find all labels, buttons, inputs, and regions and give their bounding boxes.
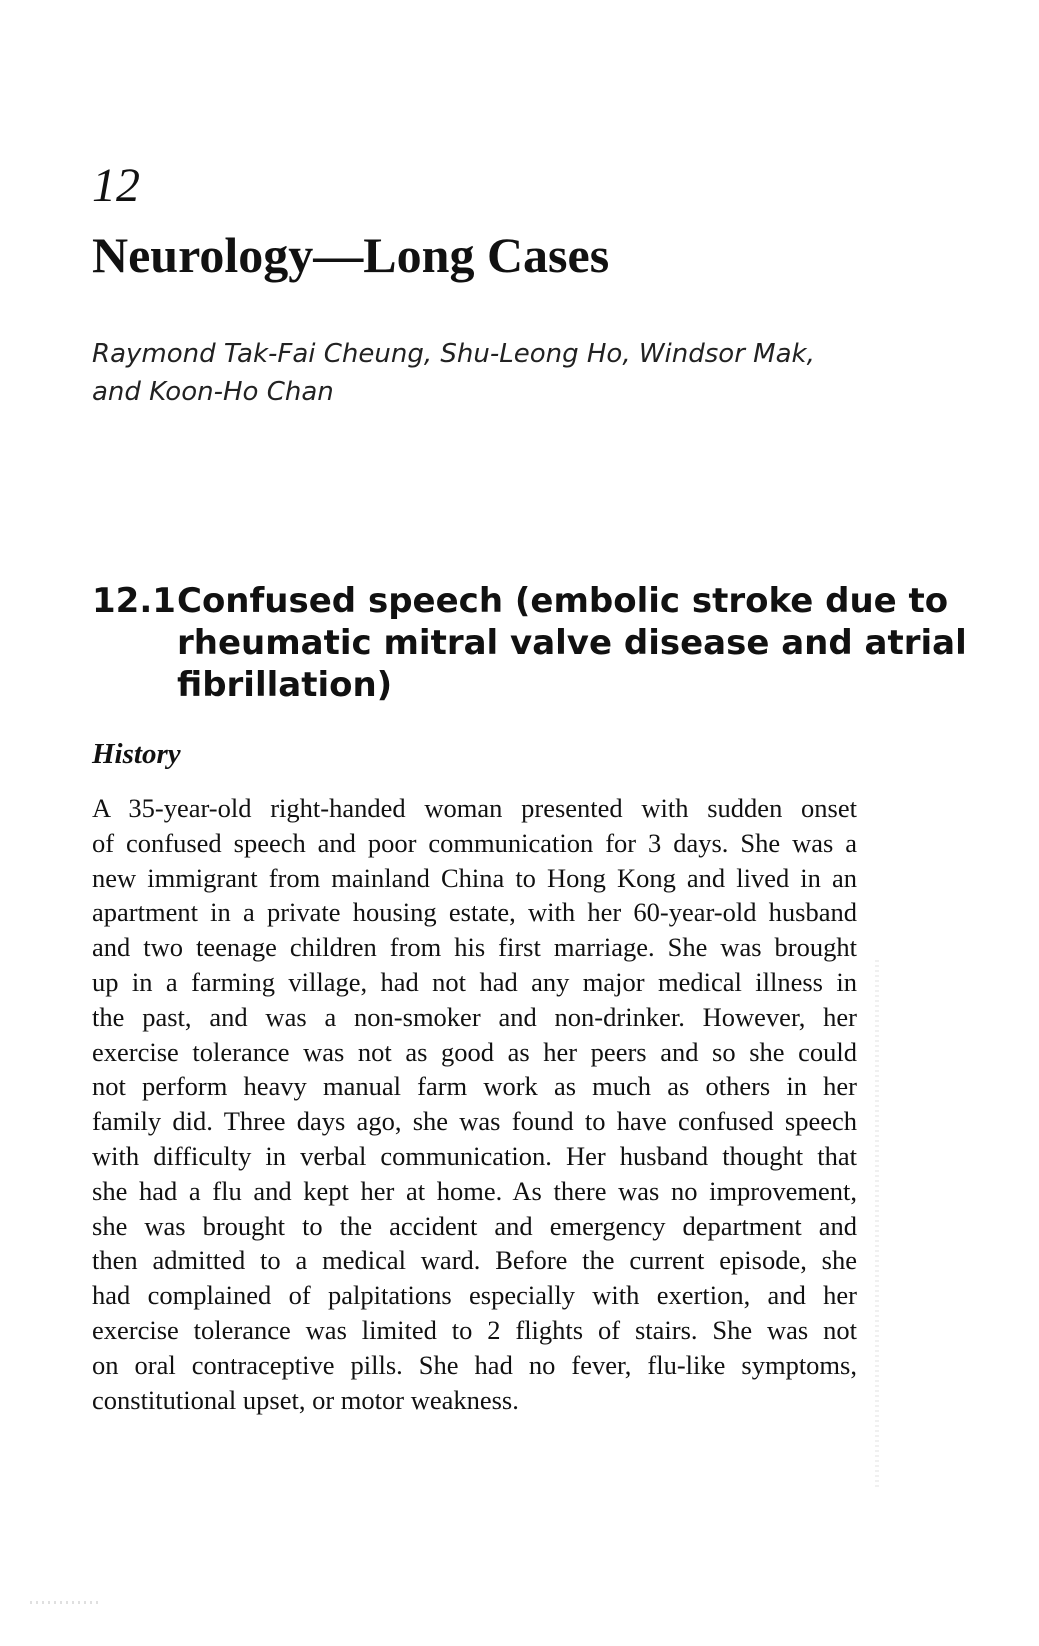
paragraph-line: apartment in a private housing estate, with her 60-year-old husband <box>92 897 857 928</box>
chapter-title: Neurology—Long Cases <box>92 227 610 283</box>
section-title-line: Confused speech (embolic stroke due to <box>177 581 949 621</box>
paragraph-line: constitutional upset, or motor weakness. <box>92 1384 519 1415</box>
paragraph-line: family did. Three days ago, she was found to have confused speech <box>92 1106 857 1137</box>
paragraph-line: and two teenage children from his first marriage. She was brought <box>92 932 857 963</box>
paragraph-line: A 35-year-old right-handed woman presented with sudden onset <box>92 793 857 823</box>
history-paragraph <box>92 791 857 1417</box>
paragraph-line: exercise tolerance was not as good as her peers and so she could <box>92 1036 857 1067</box>
section-title-line: rheumatic mitral valve disease and atrial <box>177 623 967 663</box>
scan-bottom-artifact <box>30 1601 100 1604</box>
author-line: and Koon-Ho Chan <box>92 377 334 407</box>
scan-edge-artifact <box>875 960 879 1490</box>
paragraph-line: she had a flu and kept her at home. As there was no improvement, <box>92 1175 857 1206</box>
chapter-number: 12 <box>92 159 140 212</box>
paragraph-line: not perform heavy manual farm work as much as others in her <box>92 1071 857 1102</box>
paragraph-line: of confused speech and poor communication for 3 days. She was a <box>92 827 857 858</box>
paragraph-line: exercise tolerance was limited to 2 flights of stairs. She was not <box>92 1314 857 1345</box>
paragraph-line: the past, and was a non-smoker and non-drinker. However, her <box>92 1001 857 1032</box>
paragraph-line: then admitted to a medical ward. Before the current episode, she <box>92 1245 857 1276</box>
paragraph-line: new immigrant from mainland China to Hong Kong and lived in an <box>92 862 857 893</box>
author-line: Raymond Tak-Fai Cheung, Shu-Leong Ho, Windsor Mak, <box>92 339 815 369</box>
section-title <box>177 580 967 706</box>
paragraph-line: on oral contraceptive pills. She had no fever, flu-like symptoms, <box>92 1349 857 1380</box>
paragraph-line: with difficulty in verbal communication. Her husband thought that <box>92 1140 857 1171</box>
section-title-line: fibrillation) <box>177 665 393 705</box>
paragraph-line: up in a farming village, had not had any major medical illness in <box>92 966 857 997</box>
history-subheading: History <box>92 738 181 770</box>
section-number: 12.1 <box>92 581 176 621</box>
paragraph-line: she was brought to the accident and emergency department and <box>92 1210 857 1241</box>
paragraph-line: had complained of palpitations especially with exertion, and her <box>92 1280 857 1311</box>
chapter-authors <box>92 335 852 411</box>
